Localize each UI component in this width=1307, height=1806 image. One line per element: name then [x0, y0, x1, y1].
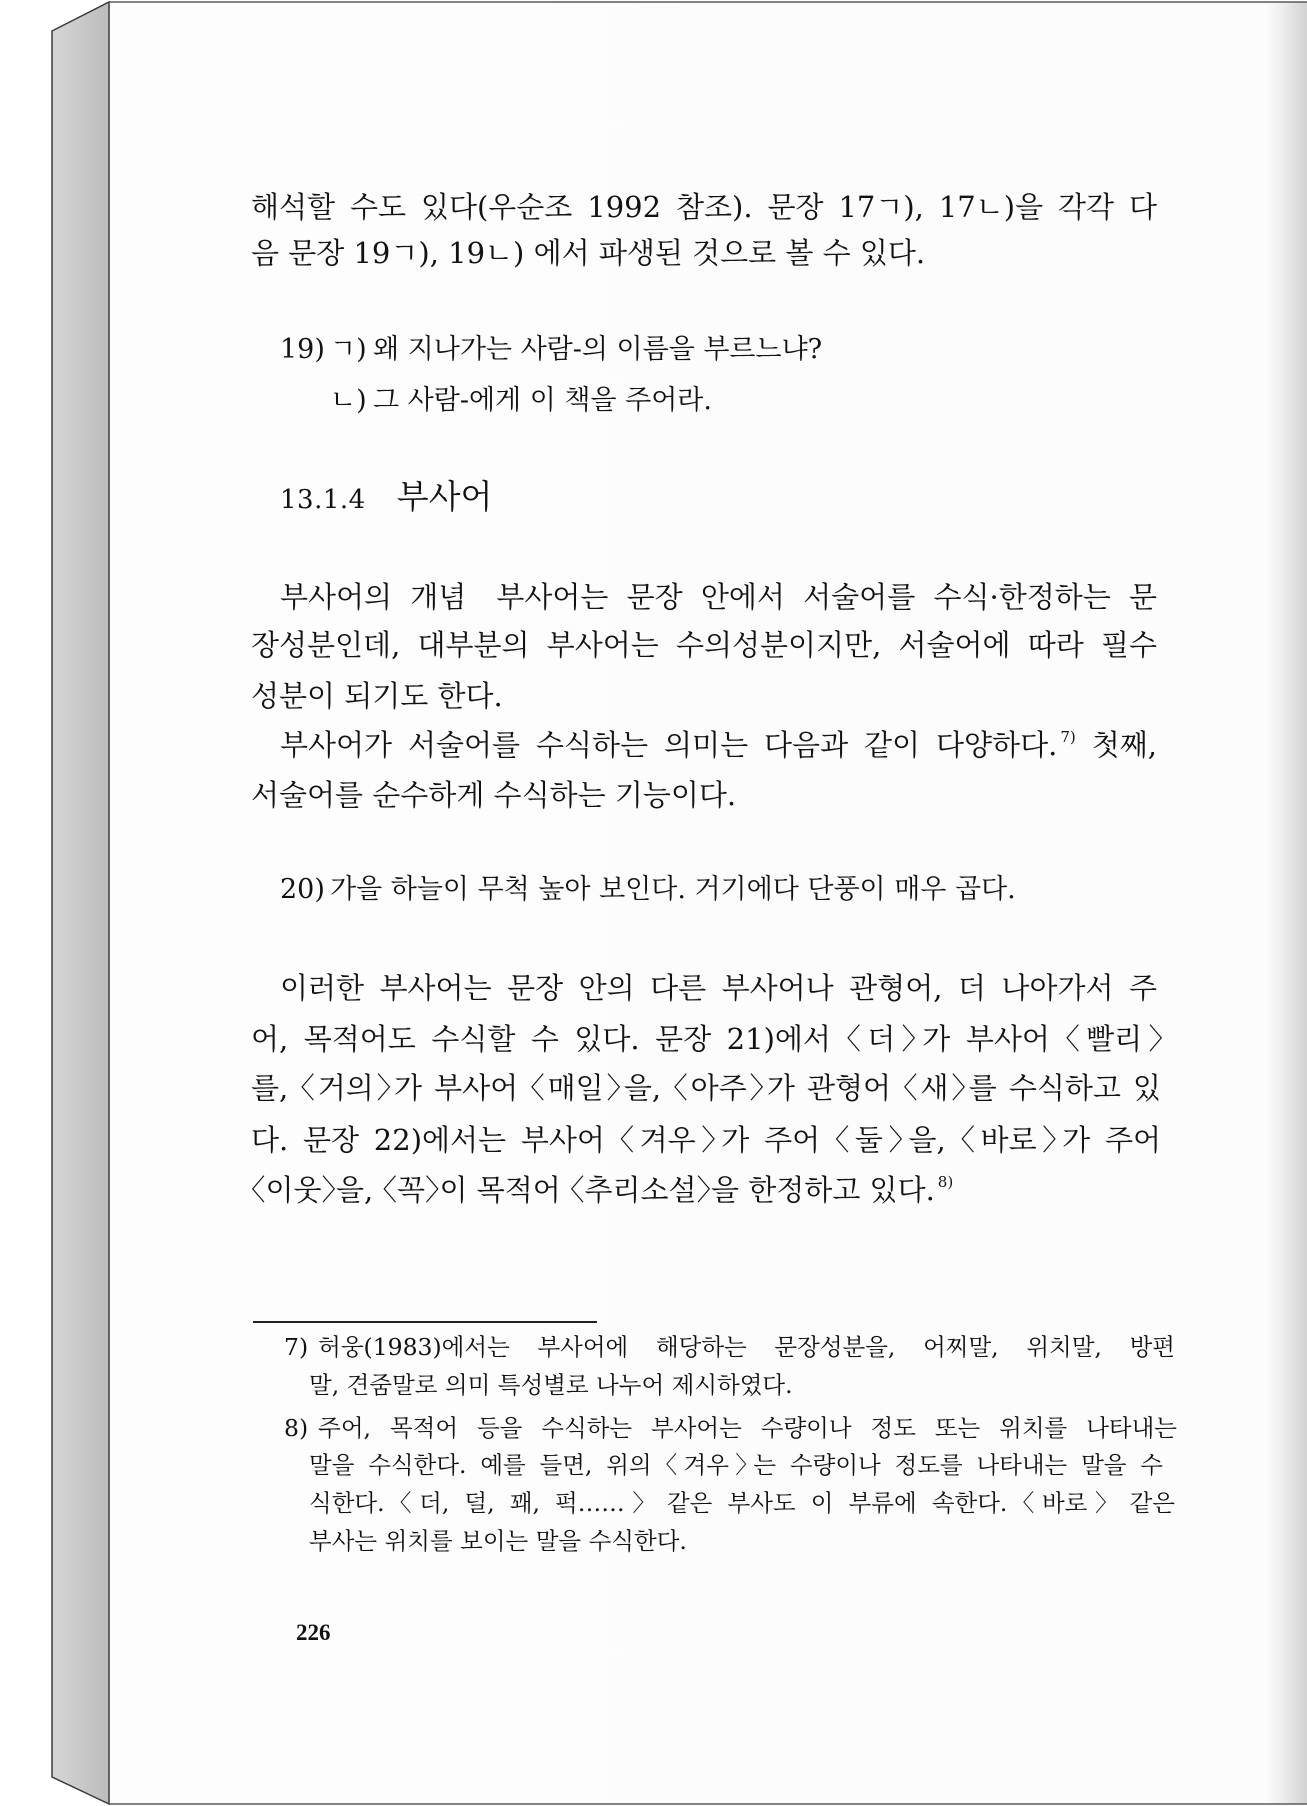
paragraph-1-line-1: 해석할 수도 있다(우순조 1992 참조). 문장 17ㄱ), 17ㄴ)을 각각 다: [251, 190, 1157, 224]
paragraph-3-line-1-tail: 첫째,: [1075, 728, 1158, 762]
example-marker: ㄱ): [330, 334, 367, 365]
footnote-8-line-1: [284, 1412, 1177, 1444]
example-sentence: 가을 하늘이 무척 높아 보인다. 거기에다 단풍이 매우 곱다.: [330, 874, 1016, 905]
footnote-reference: 8): [937, 1173, 954, 1192]
page-number: 226: [296, 1620, 331, 1645]
paragraph-2-line-1-text: 부사어는 문장 안에서 서술어를 수식·한정하는 문: [496, 580, 1157, 614]
paragraph-3-line-1: [280, 725, 1157, 765]
section-title: 부사어: [396, 477, 493, 516]
example-sentence: 왜 지나가는 사람-의 이름을 부르느냐?: [373, 334, 823, 365]
example-19-line-1: [280, 332, 1160, 368]
paragraph-2-line-1: [280, 577, 1157, 617]
paragraph-4-line-5-text: 〈이웃〉을, 〈꼭〉이 목적어 〈추리소설〉을 한정하고 있다.: [251, 1173, 935, 1207]
example-marker: ㄴ): [330, 385, 367, 416]
paragraph-4-line-3: 를, 〈거의〉가 부사어 〈매일〉을, 〈아주〉가 관형어 〈새〉를 수식하고 있: [251, 1071, 1161, 1105]
footnote-text: 주어, 목적어 등을 수식하는 부사어는 수량이나 정도 또는 위치를 나타내는: [318, 1414, 1177, 1442]
example-number: 19): [280, 334, 325, 365]
paragraph-2-line-3: 성분이 되기도 한다.: [251, 679, 503, 713]
paragraph-4-line-5: [251, 1170, 1161, 1210]
paragraph-4-line-4: 다. 문장 22)에서는 부사어 〈겨우〉가 주어 〈둘〉을, 〈바로〉가 주어: [251, 1123, 1161, 1157]
section-number: 13.1.4: [280, 485, 366, 515]
example-19-line-2: [280, 383, 1160, 419]
example-sentence: 그 사람-에게 이 책을 주어라.: [373, 385, 712, 416]
footnote-8-line-4: 부사는 위치를 보이는 말을 수식한다.: [309, 1527, 687, 1555]
footnote-number: 7): [284, 1333, 309, 1361]
footnote-8-line-3: 식한다. 〈더, 덜, 꽤, 퍽……〉 같은 부사도 이 부류에 속한다. 〈바로〉 같은: [309, 1489, 1175, 1517]
paragraph-2-line-2: 장성분인데, 대부분의 부사어는 수의성분이지만, 서술어에 따라 필수: [251, 628, 1157, 662]
footnote-8-line-2: 말을 수식한다. 예를 들면, 위의 〈겨우〉는 수량이나 정도를 나타내는 말을 수: [309, 1451, 1163, 1479]
footnote-reference: 7): [1060, 728, 1076, 747]
footnote-7-line-2: 말, 견줌말로 의미 특성별로 나누어 제시하였다.: [309, 1371, 793, 1399]
example-20-line: [280, 872, 1160, 908]
run-in-heading: 부사어의 개념: [280, 580, 467, 614]
paragraph-4-line-2: 어, 목적어도 수식할 수 있다. 문장 21)에서 〈더〉가 부사어 〈빨리〉: [251, 1022, 1163, 1056]
paragraph-3-line-1-text: 부사어가 서술어를 수식하는 의미는 다음과 같이 다양하다.: [280, 728, 1058, 762]
footnote-text: 허웅(1983)에서는 부사어에 해당하는 문장성분을, 어찌말, 위치말, 방편: [318, 1333, 1175, 1361]
footnote-7-line-1: [284, 1331, 1175, 1363]
paragraph-3-line-2: 서술어를 순수하게 수식하는 기능이다.: [251, 778, 737, 812]
paragraph-1-line-2: 음 문장 19ㄱ), 19ㄴ) 에서 파생된 것으로 볼 수 있다.: [251, 236, 926, 270]
footnote-separator: [253, 1321, 597, 1323]
footnote-number: 8): [284, 1414, 309, 1442]
section-heading: [280, 475, 492, 525]
paragraph-4-line-1: 이러한 부사어는 문장 안의 다른 부사어나 관형어, 더 나아가서 주: [280, 971, 1157, 1005]
example-number: 20): [280, 874, 325, 905]
